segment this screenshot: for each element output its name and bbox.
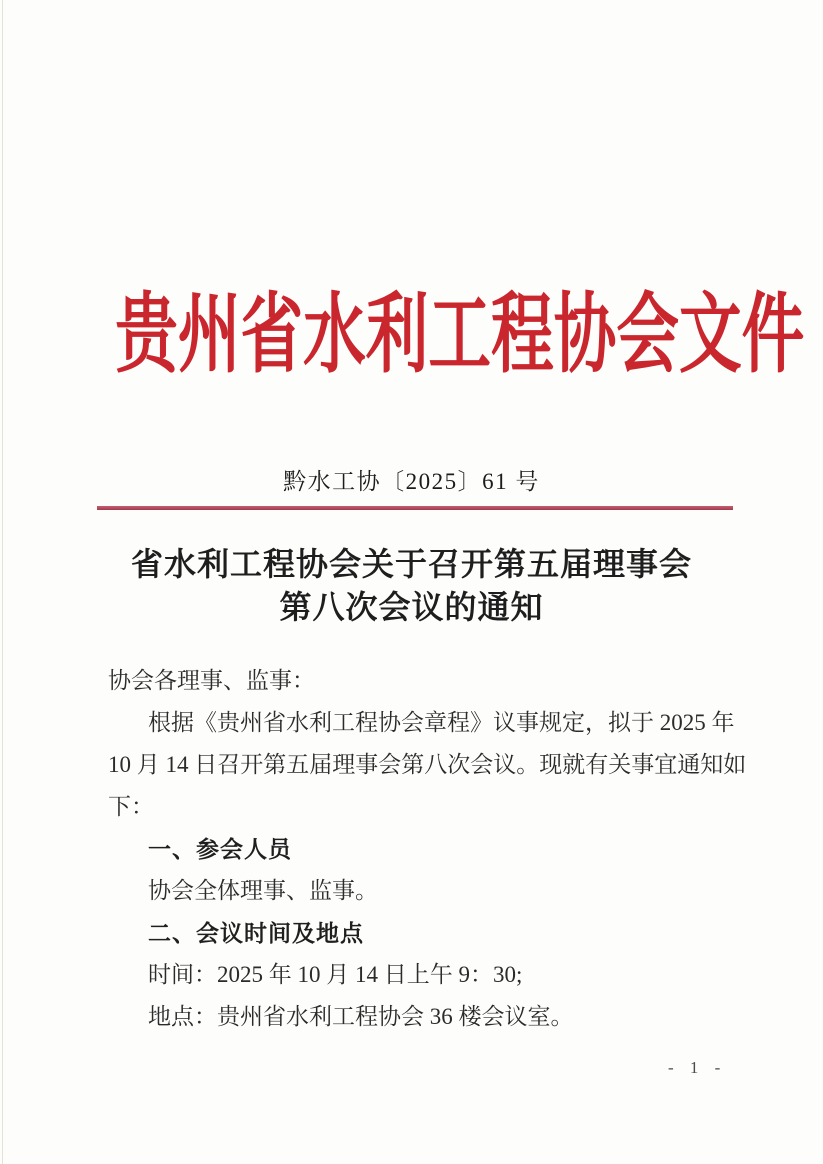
section-2-place-line: 地点：贵州省水利工程协会 36 楼会议室。 — [148, 1004, 574, 1029]
section-2-time-line: 时间：2025 年 10 月 14 日上午 9：30; — [148, 962, 523, 987]
notice-body — [108, 660, 758, 1038]
notice-title — [0, 543, 823, 629]
paragraph-line-3: 下： — [108, 794, 154, 819]
red-separator-line — [97, 506, 733, 510]
letterhead-org-title: 贵州省水利工程协会文件 — [115, 286, 805, 383]
paragraph-line-2: 10 月 14 日召开第五届理事会第八次会议。现就有关事宜通知如 — [108, 752, 747, 777]
section-1-heading: 一、参会人员 — [148, 836, 292, 862]
notice-title-line2: 第八次会议的通知 — [279, 589, 544, 625]
section-2-heading: 二、会议时间及地点 — [148, 920, 364, 946]
paragraph-line-1: 根据《贵州省水利工程协会章程》议事规定，拟于 2025 年 — [148, 710, 735, 735]
notice-title-line1: 省水利工程协会关于召开第五届理事会 — [130, 546, 692, 582]
section-1-body: 协会全体理事、监事。 — [148, 878, 378, 903]
document-number: 黔水工协〔2025〕61 号 — [283, 469, 540, 494]
salutation-line: 协会各理事、监事： — [108, 668, 315, 693]
page-number: - 1 - — [668, 1058, 727, 1077]
